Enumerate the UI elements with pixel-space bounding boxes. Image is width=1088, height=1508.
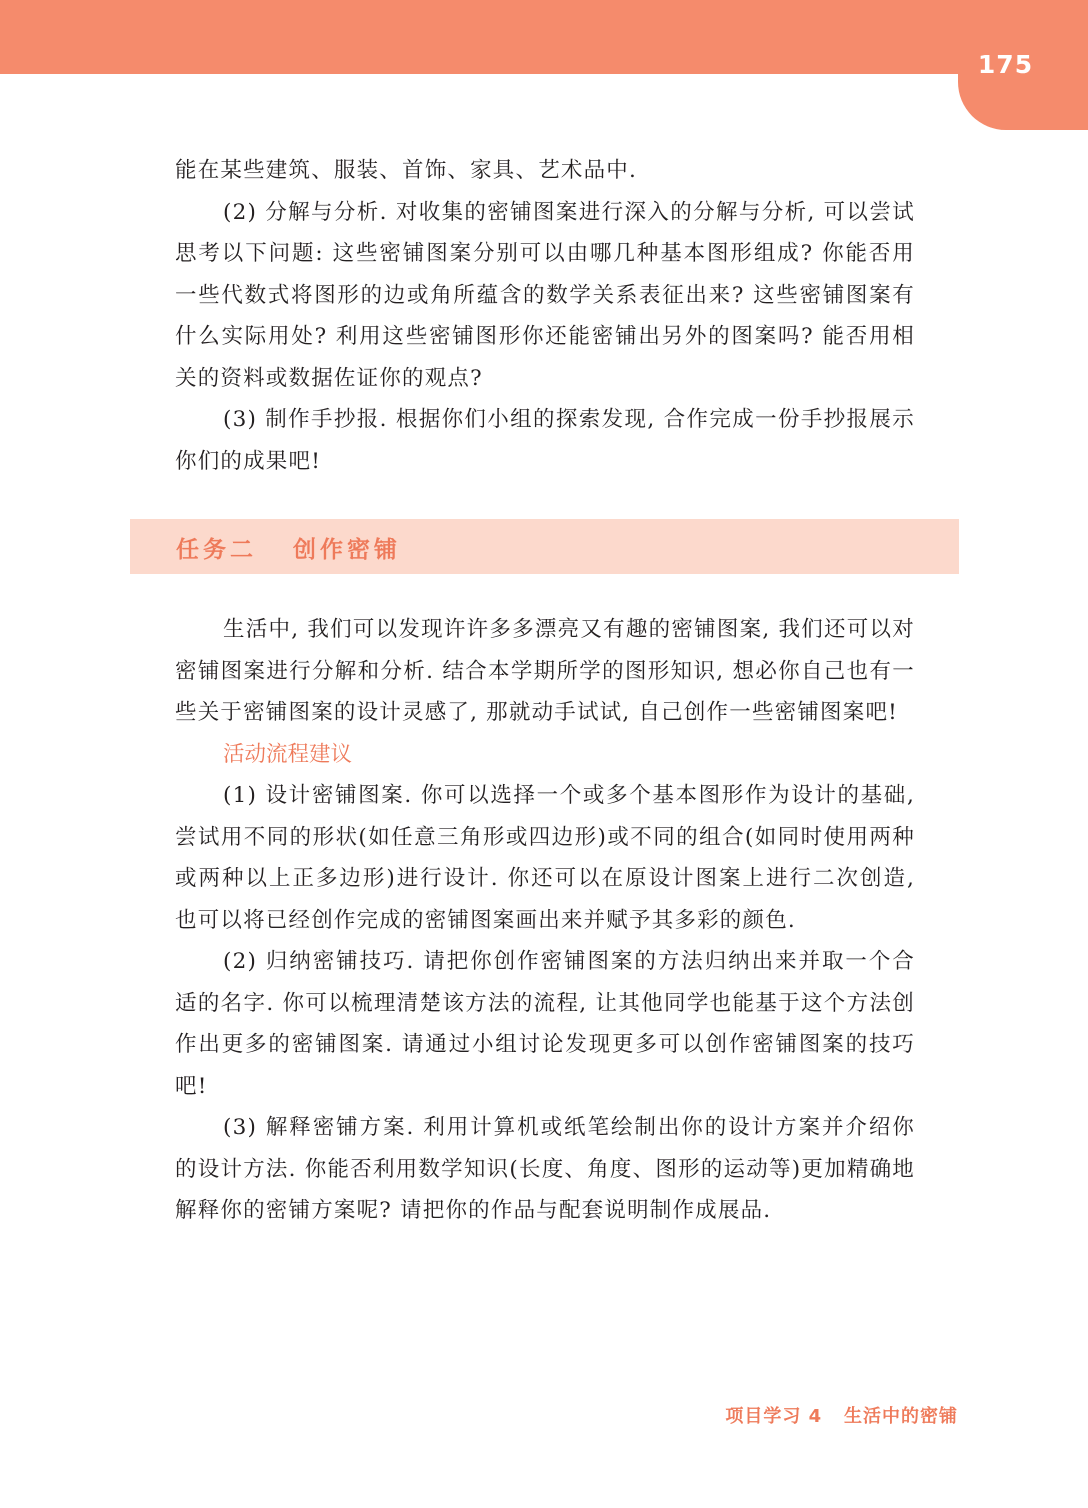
activity-step-2: (2) 归纳密铺技巧. 请把你创作密铺图案的方法归纳出来并取一个合适的名字. 你可以梳理清楚该方法的流程, 让其他同学也能基于这个方法创作出更多的密铺图案. 请通过小组讨论发现更多可以创作密铺图案的技巧吧! <box>175 949 915 1099</box>
footer-running-title: 项目学习 4 生活中的密铺 <box>725 1406 958 1427</box>
main-text-block <box>175 609 915 1232</box>
page-number: 175 <box>977 50 1034 79</box>
activity-subheading: 活动流程建议 <box>223 741 353 767</box>
paragraph-step-3: (3) 制作手抄报. 根据你们小组的探索发现, 合作完成一份手抄报展示你们的成果吧! <box>175 407 915 474</box>
header-band <box>0 0 1088 74</box>
top-text-block <box>175 150 915 482</box>
section-title: 任务二 创作密铺 <box>176 537 402 563</box>
paragraph-step-2: (2) 分解与分析. 对收集的密铺图案进行深入的分解与分析, 可以尝试思考以下问题: 这些密铺图案分别可以由哪几种基本图形组成? 你能否用一些代数式将图形的边或角所蕴含的数学关系表征出来? 这些密铺图案有什么实际用处? 利用这些密铺图形你还能密铺出另外的图案吗? 能否用相关的资料或数据佐证你的观点? <box>175 199 915 391</box>
intro-paragraph: 生活中, 我们可以发现许许多多漂亮又有趣的密铺图案, 我们还可以对密铺图案进行分解和分析. 结合本学期所学的图形知识, 想必你自己也有一些关于密铺图案的设计灵感了, 那就动手试试, 自己创作一些密铺图案吧! <box>175 617 915 725</box>
activity-step-1: (1) 设计密铺图案. 你可以选择一个或多个基本图形作为设计的基础, 尝试用不同的形状(如任意三角形或四边形)或不同的组合(如同时使用两种或两种以上正多边形)进行设计. 你还可以在原设计图案上进行二次创造, 也可以将已经创作完成的密铺图案画出来并赋予其多彩的颜色. <box>175 783 915 933</box>
paragraph-continuation: 能在某些建筑、服装、首饰、家具、艺术品中. <box>175 158 638 183</box>
activity-step-3: (3) 解释密铺方案. 利用计算机或纸笔绘制出你的设计方案并介绍你的设计方法. 你能否利用数学知识(长度、角度、图形的运动等)更加精确地解释你的密铺方案呢? 请把你的作品与配套说明制作成展品. <box>175 1115 915 1223</box>
